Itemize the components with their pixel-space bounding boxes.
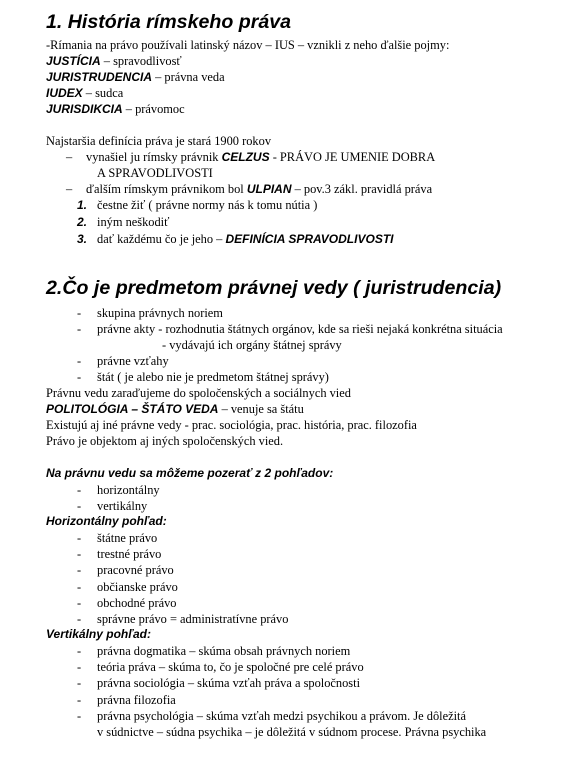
list-item-text: teória práva – skúma to, čo je spoločné pre celé právo — [97, 660, 364, 675]
list-item-text: vertikálny — [97, 499, 148, 513]
rule-text: čestne žiť ( právne normy nás k tomu nútia ) — [97, 198, 318, 212]
section-1-title: 1. História rímskeho práva — [46, 11, 292, 33]
politology-def: – venuje sa štátu — [218, 402, 304, 416]
term-name: JURISDIKCIA — [46, 102, 123, 116]
list-item-text: právna filozofia — [97, 692, 176, 707]
list-item-text: správne právo = administratívne právo — [97, 612, 289, 626]
object-text: Právo je objektom aj iných spoločenských vied. — [46, 434, 284, 448]
celzus-continuation: A SPRAVODLIVOSTI — [97, 166, 213, 180]
dash: - — [77, 547, 82, 562]
dash: - — [77, 692, 82, 707]
list-item-text: pracovné právo — [97, 563, 174, 578]
term-name: IUDEX — [46, 86, 83, 100]
horizontal-heading: Horizontálny pohľad: — [46, 514, 167, 528]
list-item-text: právne vzťahy — [97, 354, 169, 368]
term-def: – právomoc — [122, 102, 185, 116]
dash: - — [77, 306, 82, 320]
views-heading: Na právnu vedu sa môžeme pozerať z 2 pohľadov: — [46, 466, 334, 480]
celzus-text: vynašiel ju rímsky právnik — [86, 150, 222, 164]
celzus-line — [86, 149, 435, 165]
dash: - — [77, 354, 82, 368]
intro-text: -Rímania na právo používali latinský názov – IUS – vznikli z neho ďalšie pojmy: — [46, 38, 450, 52]
politology-line — [46, 401, 304, 417]
term-jurisdikcia — [46, 101, 185, 117]
ulpian-name: ULPIAN — [246, 182, 292, 196]
politology-term: POLITOLÓGIA – ŠTÁTO VEDA — [46, 402, 219, 416]
ulpian-text-b: – pov.3 zákl. pravidlá práva — [291, 182, 433, 196]
ulpian-dash: – — [66, 182, 73, 196]
list-item-text: trestné právo — [97, 547, 162, 562]
akty-continuation: - vydávajú ich orgány štátnej správy — [162, 338, 342, 352]
section-2-title: 2.Čo je predmetom právnej vedy ( juristrudencia) — [46, 277, 502, 299]
celzus-dash: – — [66, 150, 73, 164]
list-item-text: štát ( je alebo nie je predmetom štátnej správy) — [97, 370, 329, 384]
term-justicia — [46, 53, 182, 69]
term-def: – spravodlivosť — [100, 54, 182, 68]
rule-number: 3. — [77, 232, 88, 246]
dash: - — [77, 531, 82, 545]
dash: - — [77, 676, 82, 691]
ulpian-text: ďalším rímskym právnikom bol — [86, 182, 247, 196]
rule-number: 2. — [77, 215, 88, 229]
term-name: JURISTRUDENCIA — [46, 70, 153, 84]
term-iudex — [46, 85, 123, 101]
dash: - — [77, 579, 82, 594]
dash: - — [77, 660, 82, 675]
celzus-name: CELZUS — [221, 150, 270, 164]
term-name: JUSTÍCIA — [46, 54, 101, 68]
vertical-heading: Vertikálny pohľad: — [46, 627, 151, 641]
term-def: – sudca — [82, 86, 124, 100]
rule-text — [97, 231, 393, 247]
dash: - — [77, 322, 82, 336]
dash: - — [77, 708, 82, 723]
dash: - — [77, 595, 82, 610]
dash: - — [77, 563, 82, 578]
rule-text-main: dať každému čo je jeho – — [97, 232, 226, 246]
term-def: – právna veda — [152, 70, 225, 84]
term-juristrudencia — [46, 69, 225, 85]
list-item-text: obchodné právo — [97, 595, 177, 610]
vertical-continuation: v súdnictve – súdna psychika – je dôležitá v súdnom procese. Právna psychika — [97, 725, 487, 739]
oldest-definition: Najstaršia definícia práva je stará 1900 rokov — [46, 134, 272, 148]
rule-number: 1. — [77, 198, 88, 212]
list-item-text: právna sociológia – skúma vzťah práva a spoločnosti — [97, 676, 361, 691]
dash: - — [77, 499, 82, 513]
list-item-text: právna dogmatika – skúma obsah právnych noriem — [97, 644, 351, 658]
list-item-text: občianske právo — [97, 579, 178, 594]
dash: - — [77, 370, 82, 384]
list-item-text: horizontálny — [97, 483, 160, 497]
ulpian-line — [86, 181, 432, 197]
social-sciences-text: Právnu vedu zaraďujeme do spoločenských a sociálnych vied — [46, 386, 351, 400]
dash: - — [77, 644, 82, 658]
celzus-text-b: - PRÁVO JE UMENIE DOBRA — [269, 150, 436, 164]
definition-of-justice: DEFINÍCIA SPRAVODLIVOSTI — [225, 232, 394, 246]
dash: - — [77, 612, 82, 626]
rule-text: iným neškodiť — [97, 215, 170, 229]
list-item-text: právna psychológia – skúma vzťah medzi psychikou a právom. Je dôležitá — [97, 708, 466, 723]
other-sciences-text: Existujú aj iné právne vedy - prac. sociológia, prac. história, prac. filozofia — [46, 418, 417, 432]
list-item-text: právne akty - rozhodnutia štátnych orgánov, kde sa rieši nejaká konkrétna situácia — [97, 322, 503, 336]
list-item-text: štátne právo — [97, 531, 158, 545]
dash: - — [77, 483, 82, 497]
list-item-text: skupina právnych noriem — [97, 306, 223, 320]
